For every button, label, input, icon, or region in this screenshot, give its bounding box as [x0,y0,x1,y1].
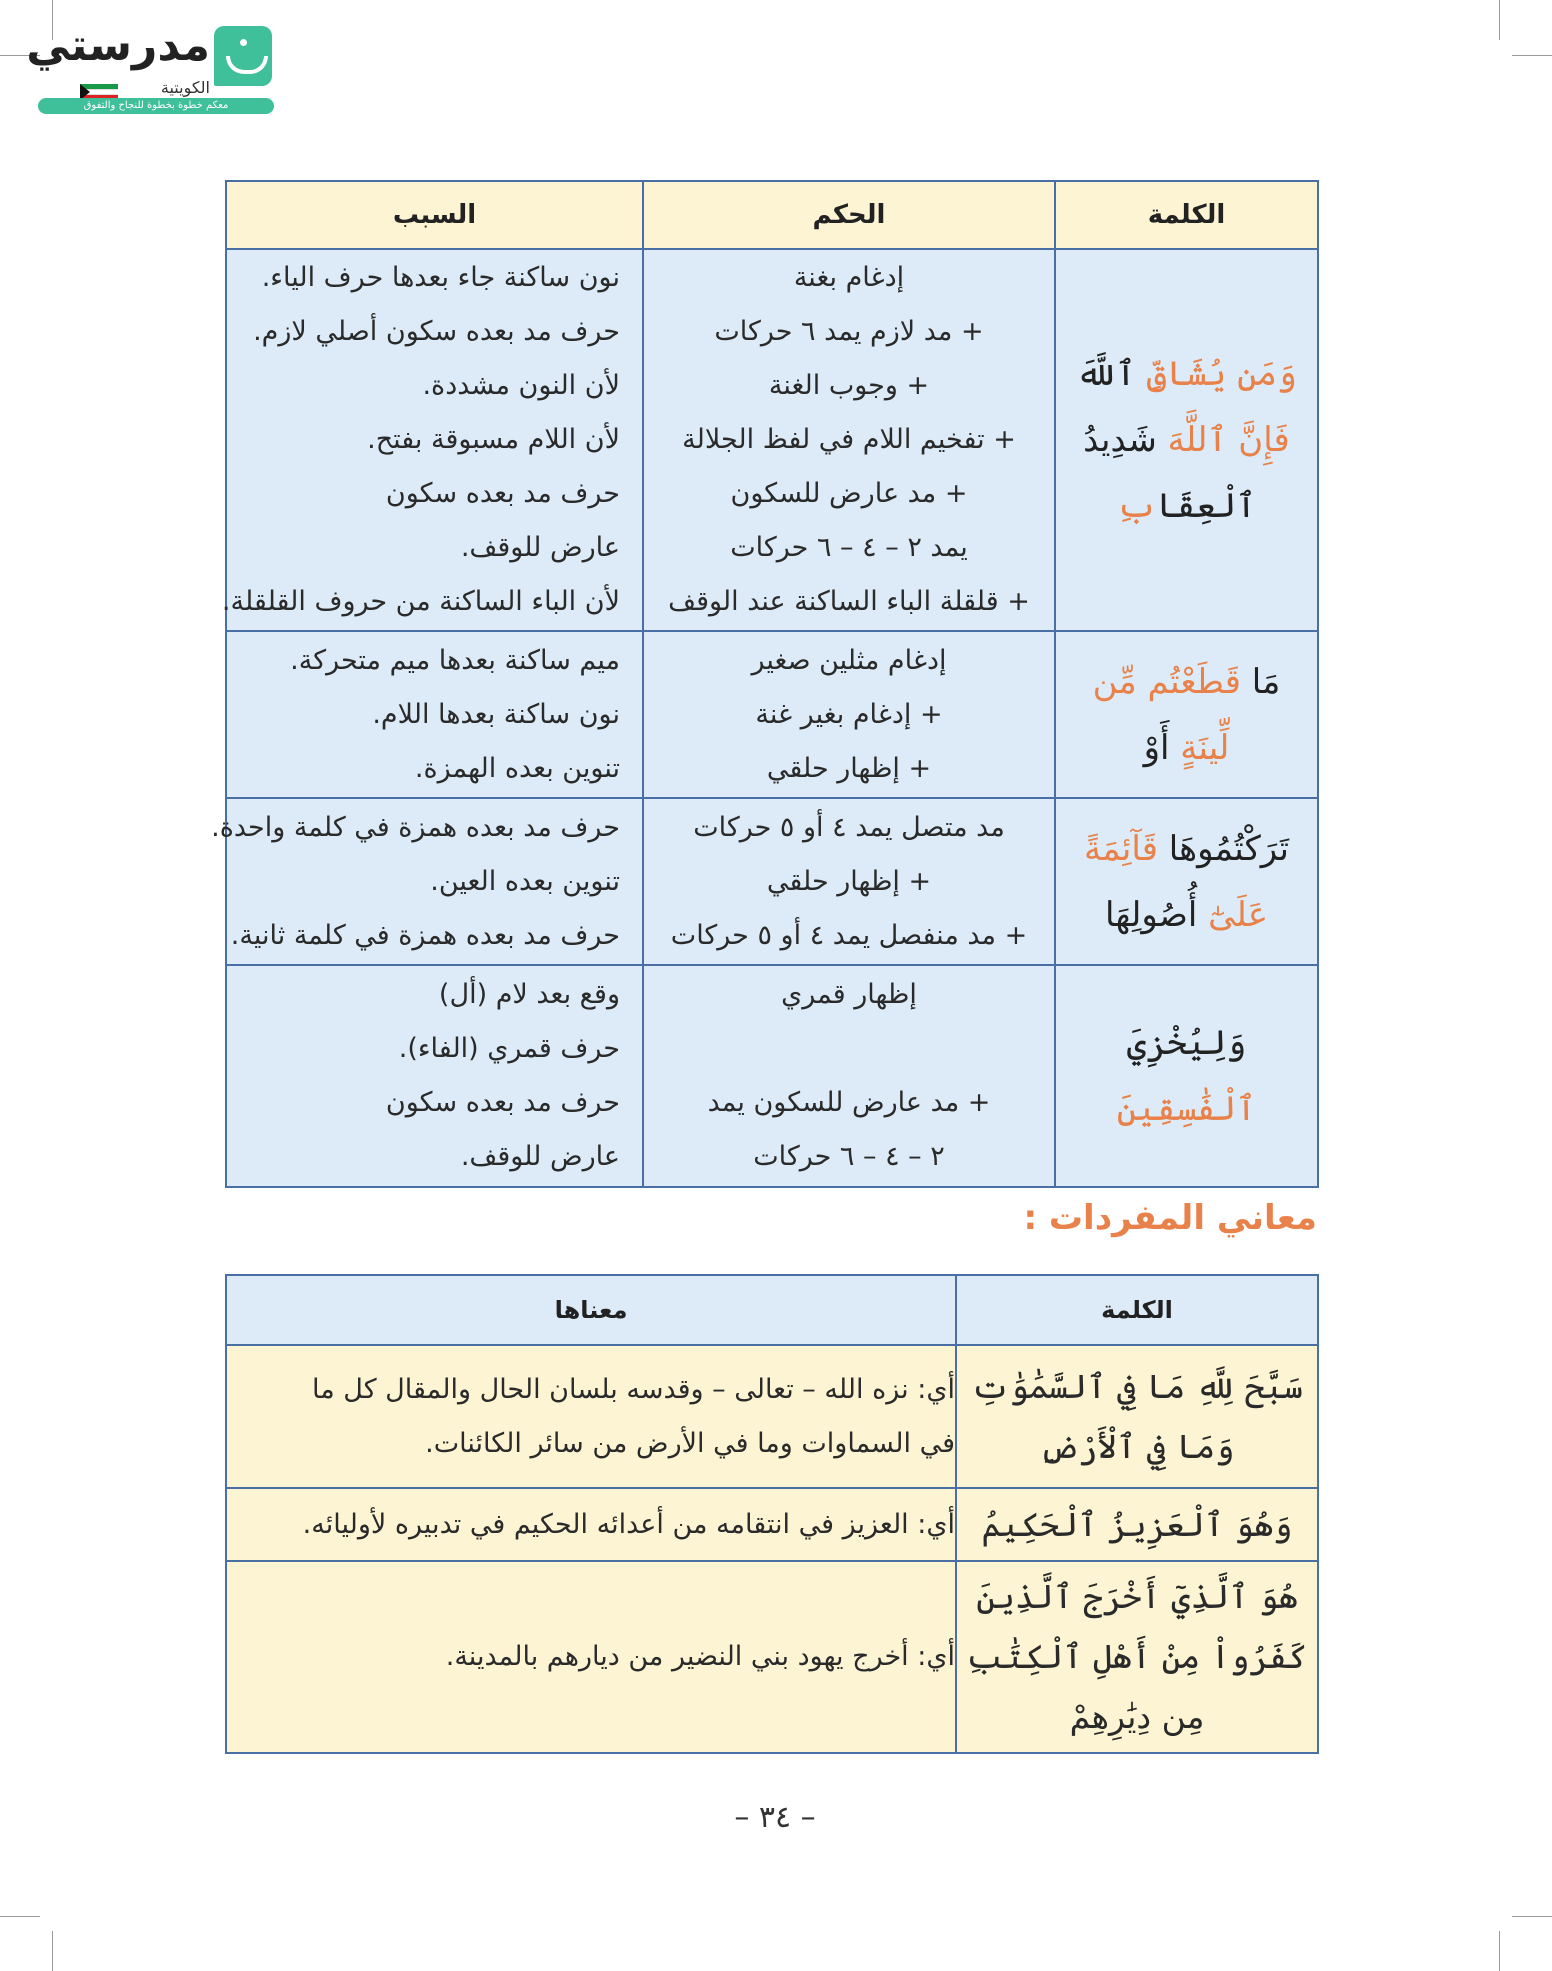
word-cell [956,1561,1318,1753]
word-line: هُوَ ٱلَّذِيٓ أَخْرَجَ ٱلَّذِينَ [976,1577,1298,1616]
rule-cell [643,631,1055,798]
word-part: وَمَن [1237,354,1297,394]
table-header-row [226,181,1318,249]
reason-line: حرف مد بعده سكون أصلي لازم. [253,316,620,347]
word-line: وَمَا فِي ٱلْأَرْضِ [1039,1426,1235,1466]
word-part: عَلَىٰٓ [1208,894,1268,935]
word-part: تَرَكْتُمُوهَا [1168,828,1289,869]
table-row [226,631,1318,798]
meaning-cell [226,1345,956,1488]
reason-line: عارض للوقف. [460,1141,620,1172]
word-part: مِّن [1092,661,1137,702]
word-part: ٱلْفَٰسِقِينَ [1116,1089,1257,1129]
reason-line: حرف مد بعده سكون [385,478,620,509]
reason-line: تنوين بعده العين. [430,865,620,897]
rule-line: إدغام مثلين صغير [751,644,947,676]
word-cell [1055,631,1318,798]
word-part: فَإِنَّ [1238,420,1290,460]
rule-line: مد متصل يمد ٤ أو ٥ حركات [693,811,1005,843]
word-line: سَبَّحَ لِلَّهِ مَا فِي ٱلسَّمَٰوَٰتِ [971,1366,1303,1406]
crop-mark [52,1931,53,1971]
reason-line: تنوين بعده الهمزة. [414,752,620,784]
word-cell [1055,249,1318,631]
site-logo[interactable] [26,20,276,114]
header-word: الكلمة [956,1275,1318,1345]
word-line: مِن دِيَٰرِهِمْ [1069,1697,1205,1736]
table-row [226,798,1318,965]
table-row [226,1561,1318,1753]
meaning-line: أي: العزيز في انتقامه من أعدائه الحكيم في تدبيره لأوليائه. [302,1508,955,1540]
word-cell [956,1488,1318,1561]
table-row [226,249,1318,631]
rule-line: + مد لازم يمد ٦ حركات [714,316,984,347]
tajweed-table [211,180,1319,1188]
reason-line: عارض للوقف. [460,532,620,563]
logo-tagline: معكم خطوة بخطوة للنجاح والتفوق [38,98,274,114]
word-part: قَطَعْتُم [1147,661,1241,702]
reason-line: حرف مد بعده سكون [385,1087,620,1118]
table-row [226,965,1318,1187]
word-cell [1055,965,1318,1187]
page-number: – ٣٤ – [734,1800,816,1835]
meaning-line: في السماوات وما في الأرض من سائر الكائنات. [425,1427,955,1459]
reason-line: لأن الباء الساكنة من حروف القلقلة. [221,586,620,617]
word-cell [956,1345,1318,1488]
reason-line: حرف مد بعده همزة في كلمة واحدة. [211,811,620,843]
table-row [226,1345,1318,1488]
logo-title: مدرستي [26,20,210,71]
word-part: أُصُولِهَا [1105,894,1198,935]
crop-mark [0,1916,40,1917]
rule-line: + إدغام بغير غنة [755,698,943,730]
meaning-cell [226,1561,956,1753]
rule-line: + قلقلة الباء الساكنة عند الوقف [668,586,1030,617]
table-row [226,1488,1318,1561]
word-part: يُشَاقِّ [1146,354,1227,394]
header-reason: السبب [226,181,643,249]
word-part: ٱللَّهَ [1167,420,1228,460]
reason-cell [226,965,643,1187]
rule-line: إظهار قمري [781,979,917,1010]
rule-line: + مد عارض للسكون [730,478,968,509]
word-line: كَفَرُواْ مِنْ أَهْلِ ٱلْكِتَٰبِ [966,1637,1308,1676]
rule-line: + إظهار حلقي [766,752,932,784]
meaning-cell [226,1488,956,1561]
reason-line: نون ساكنة بعدها اللام. [372,698,620,730]
header-meaning: معناها [226,1275,956,1345]
reason-line: وقع بعد لام (أل) [438,979,620,1010]
word-part: ٱللَّهَ [1076,354,1136,394]
reason-cell [226,631,643,798]
word-cell [1055,798,1318,965]
word-line: وَهُوَ ٱلْعَزِيزُ ٱلْحَكِيمُ [981,1504,1293,1544]
header-word: الكلمة [1055,181,1318,249]
word-part: قَآئِمَةً [1084,828,1158,869]
crop-mark [1512,1916,1552,1917]
word-part: مَا [1251,661,1281,702]
reason-line: لأن اللام مسبوقة بفتح. [367,424,620,455]
brand-icon [214,26,272,86]
rule-line: إدغام بغنة [793,262,905,293]
reason-line: حرف مد بعده همزة في كلمة ثانية. [230,919,620,951]
rule-line: + وجوب الغنة [768,370,930,401]
rule-line: + مد عارض للسكون يمد [707,1087,991,1118]
reason-line: حرف قمري (الفاء). [398,1033,620,1064]
rule-cell [643,965,1055,1187]
word-part: وَلِيُخْزِيَ [1126,1023,1247,1063]
rule-line [644,1022,1054,1076]
reason-cell [211,798,643,965]
reason-line: نون ساكنة جاء بعدها حرف الياء. [261,262,620,293]
word-part: لِّينَةٍ [1180,727,1230,768]
rule-cell [643,798,1055,965]
logo-subtitle: الكويتية [160,78,210,97]
meaning-line: أي: أخرج يهود بني النضير من ديارهم بالمدينة. [445,1641,955,1672]
crop-mark [1512,55,1552,56]
crop-mark [1499,0,1500,40]
rule-line: + مد منفصل يمد ٤ أو ٥ حركات [670,919,1028,951]
reason-line: ميم ساكنة بعدها ميم متحركة. [290,644,620,676]
reason-line: لأن النون مشددة. [422,370,620,401]
vocab-section-title: معاني المفردات : [1023,1198,1317,1238]
word-part: شَدِيدُ [1083,420,1157,460]
table-header-row [226,1275,1318,1345]
rule-line: + إظهار حلقي [766,865,932,897]
rule-line: + تفخيم اللام في لفظ الجلالة [682,424,1016,455]
reason-cell [221,249,643,631]
rule-line: ٢ – ٤ – ٦ حركات [753,1141,945,1172]
vocab-table [225,1274,1319,1754]
word-part: أَوْ [1143,727,1170,768]
meaning-line: أي: نزه الله – تعالى – وقدسه بلسان الحال والمقال كل ما [311,1373,955,1405]
header-rule: الحكم [643,181,1055,249]
word-part: ٱلْعِقَا [1156,486,1257,526]
rule-line: يمد ٢ – ٤ – ٦ حركات [730,532,968,563]
word-part: بِ [1116,486,1157,526]
rule-cell [643,249,1055,631]
crop-mark [1499,1931,1500,1971]
